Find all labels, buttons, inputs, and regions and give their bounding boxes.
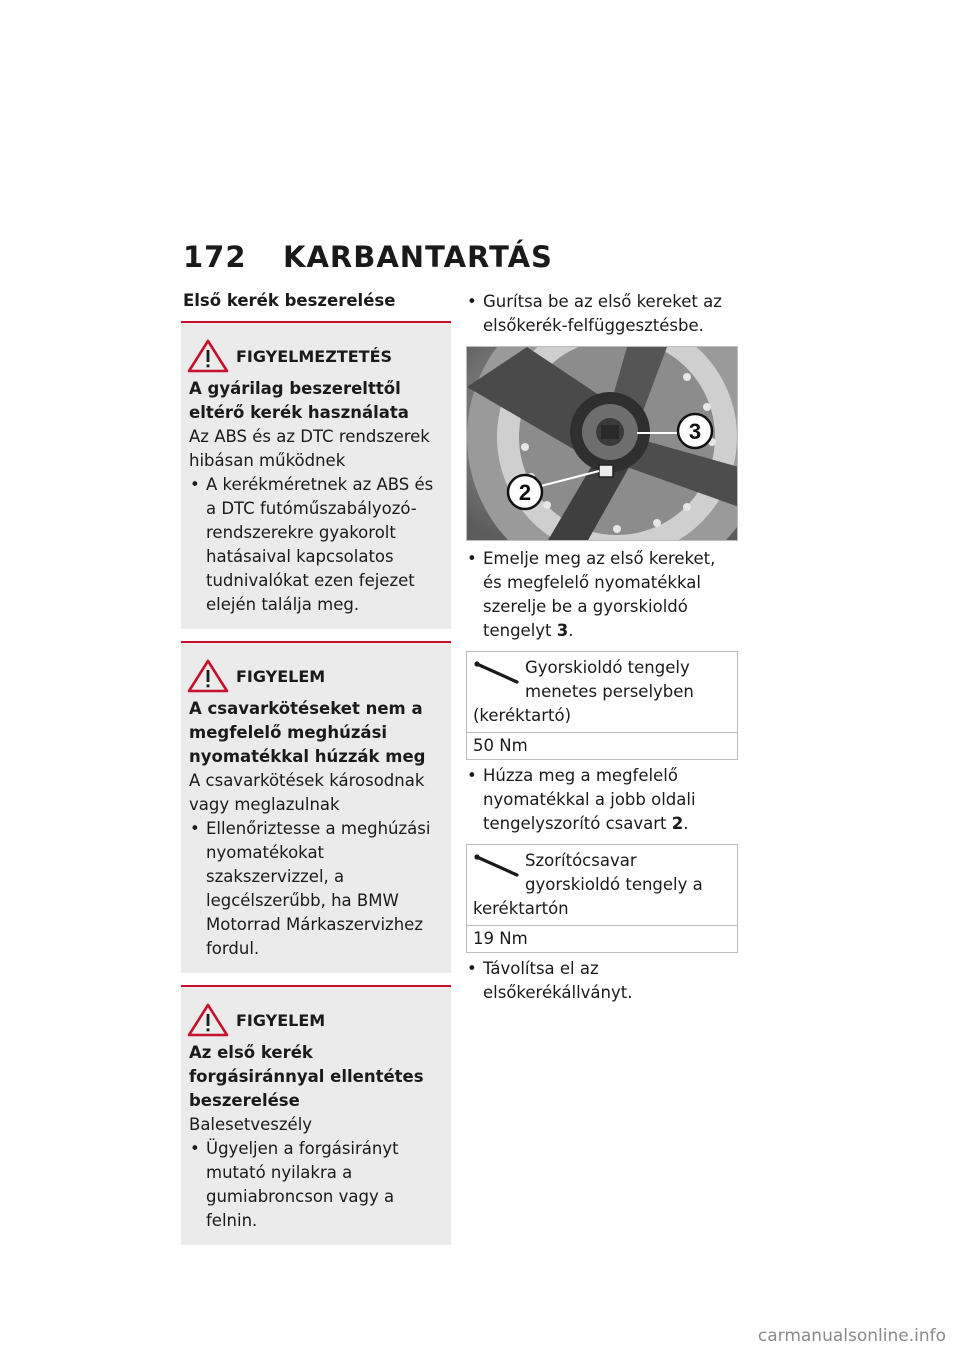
warning-box-1: [181, 321, 451, 629]
warning-triangle-icon: [187, 1003, 229, 1037]
torque-spec-description: Szorítócsavar gyorskioldó tengely a keréktartón: [473, 851, 703, 918]
warning-consequence: A csavarkötések károsodnak vagy meglazulnak: [189, 771, 425, 814]
step-remove-stand: • Távolítsa el az elsőkerékállványt.: [466, 957, 738, 1005]
warning-box-3: [181, 985, 451, 1245]
right-column: [466, 290, 738, 1005]
section-title: Első kerék beszerelése: [183, 291, 396, 310]
torque-spec-2: [466, 844, 738, 953]
torque-wrench-icon: [473, 853, 521, 879]
step-roll-in-wheel: • Gurítsa be az első kereket az elsőkerék-felfüggesztésbe.: [466, 290, 738, 338]
torque-spec-1: [466, 651, 738, 760]
warning-heading: A gyárilag beszerelttől eltérő kerék használata: [189, 379, 409, 422]
page-number: 172: [183, 240, 247, 274]
page-title: KARBANTARTÁS: [283, 240, 553, 274]
warning-heading: Az első kerék forgásiránnyal ellentétes beszerelése: [189, 1043, 424, 1110]
callout-reference: 2: [671, 814, 684, 833]
warning-instruction: • A kerékméretnek az ABS és a DTC futóműszabályozó-rendszerekre gyakorolt hatásaival kapcsolatos tudnivalókat ezen fejezet elején találja meg.: [189, 473, 443, 617]
warning-consequence: Az ABS és az DTC rendszerek hibásan működnek: [189, 427, 430, 470]
warning-instruction: • Ellenőriztesse a meghúzási nyomatékokat szakszervizzel, a legcélszerűbb, ha BMW Motorrad Márkaszervizhez fordul.: [189, 817, 443, 961]
torque-spec-value: 50 Nm: [473, 736, 528, 755]
warning-heading: A csavarkötéseket nem a megfelelő meghúzási nyomatékkal húzzák meg: [189, 699, 426, 766]
warning-triangle-icon: [187, 339, 229, 373]
warning-triangle-icon: [187, 659, 229, 693]
torque-wrench-icon: [473, 660, 521, 686]
step-install-axle: • Emelje meg az első kereket, és megfelelő nyomatékkal szerelje be a gyorskioldó tengelyt 3.: [466, 547, 738, 643]
warning-label: FIGYELEM: [236, 1010, 326, 1030]
warning-instruction: • Ügyeljen a forgásirányt mutató nyilakra a gumiabroncson vagy a felnin.: [189, 1137, 443, 1233]
wheel-axle-figure: [466, 346, 738, 541]
left-column: [181, 290, 451, 1245]
torque-spec-value: 19 Nm: [473, 929, 528, 948]
step-tighten-clamp-bolt: • Húzza meg a megfelelő nyomatékkal a jobb oldali tengelyszorító csavart 2.: [466, 764, 738, 836]
callout-2-label: 2: [518, 480, 532, 505]
wheel-axle-illustration: [467, 347, 738, 541]
warning-box-2: [181, 641, 451, 973]
watermark: carmanualsonline.info: [757, 1326, 946, 1346]
warning-consequence: Balesetveszély: [189, 1115, 313, 1134]
torque-spec-description: Gyorskioldó tengely menetes perselyben (keréktartó): [473, 658, 694, 725]
callout-3-label: 3: [688, 419, 702, 444]
warning-label: FIGYELMEZTETÉS: [236, 346, 393, 366]
warning-label: FIGYELEM: [236, 666, 326, 686]
callout-reference: 3: [556, 621, 569, 640]
